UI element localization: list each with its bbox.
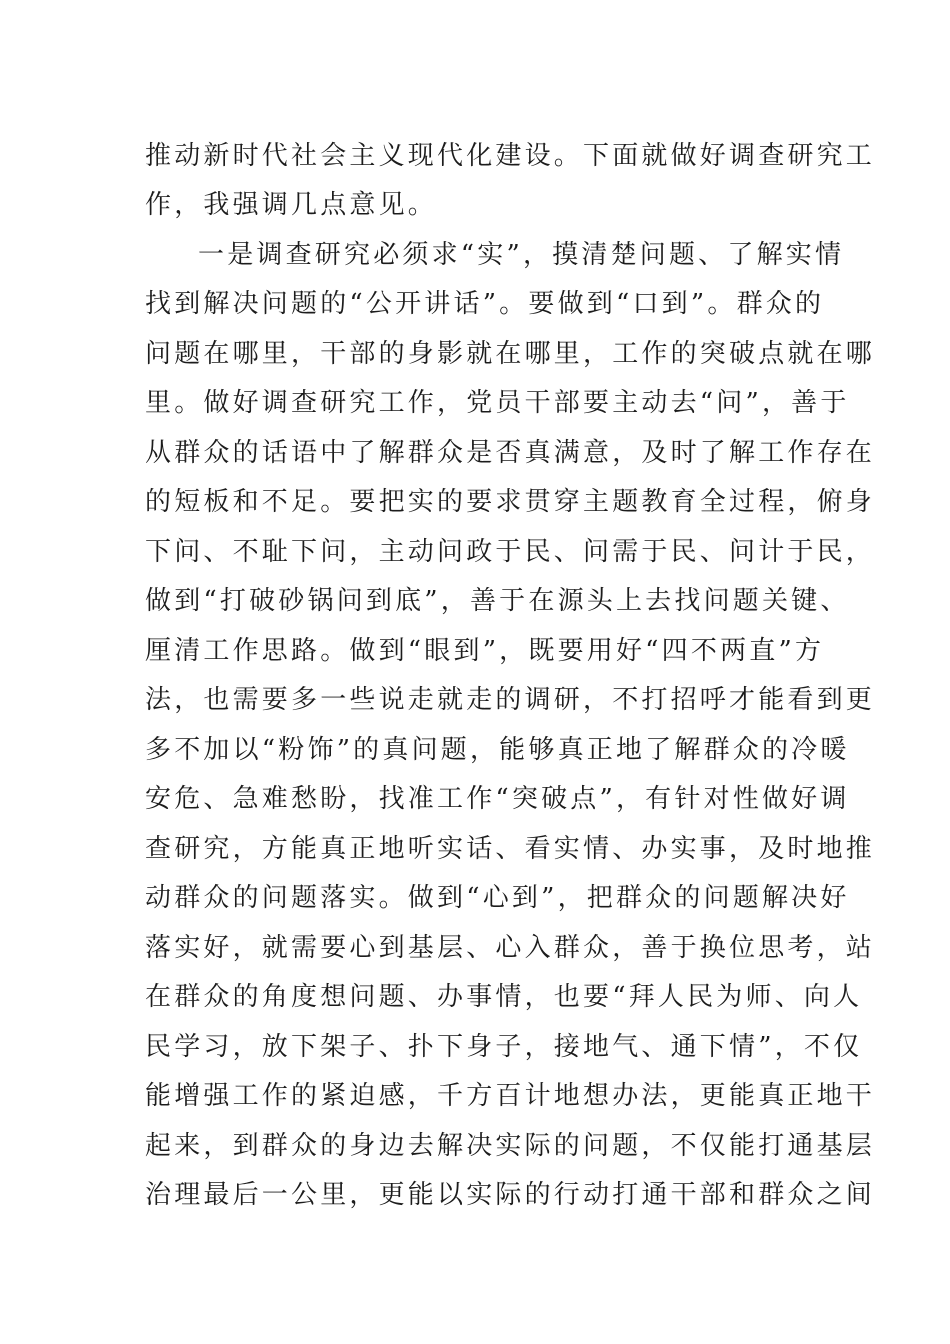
text-line: 民学习，放下架子、扑下身子，接地气、通下情”，不仅 (145, 1032, 863, 1062)
text-line: 治理最后一公里，更能以实际的行动打通干部和群众之间 (145, 1180, 876, 1210)
text-line: 从群众的话语中了解群众是否真满意，及时了解工作存在 (145, 438, 876, 468)
text-line: 推动新时代社会主义现代化建设。下面就做好调查研究工 (145, 141, 876, 171)
text-line: 查研究，方能真正地听实话、看实情、办实事，及时地推 (145, 834, 876, 864)
text-line: 找到解决问题的“公开讲话”。要做到“口到”。群众的 (145, 289, 825, 319)
text-line: 在群众的角度想问题、办事情，也要“拜人民为师、向人 (145, 982, 863, 1012)
text-line: 能增强工作的紧迫感，千方百计地想办法，更能真正地干 (145, 1081, 876, 1111)
text-line: 动群众的问题落实。做到“心到”，把群众的问题解决好 (145, 883, 850, 913)
text-line: 作，我强调几点意见。 (145, 190, 438, 220)
text-line: 安危、急难愁盼，找准工作“突破点”，有针对性做好调 (145, 784, 850, 814)
text-line: 落实好，就需要心到基层、心入群众，善于换位思考，站 (145, 933, 876, 963)
text-line: 的短板和不足。要把实的要求贯穿主题教育全过程，俯身 (145, 487, 876, 517)
text-line: 下问、不耻下问，主动问政于民、问需于民、问计于民， (145, 537, 876, 567)
text-line: 起来，到群众的身边去解决实际的问题，不仅能打通基层 (145, 1131, 876, 1161)
text-line: 厘清工作思路。做到“眼到”，既要用好“四不两直”方 (145, 636, 825, 666)
text-line: 法，也需要多一些说走就走的调研，不打招呼才能看到更 (145, 685, 876, 715)
text-line: 做到“打破砂锅问到底”，善于在源头上去找问题关键、 (145, 586, 850, 616)
text-line: 里。做好调查研究工作，党员干部要主动去“问”，善于 (145, 388, 850, 418)
text-line: 问题在哪里，干部的身影就在哪里，工作的突破点就在哪 (145, 339, 876, 369)
text-line: 一是调查研究必须求“实”，摸清楚问题、了解实情 (198, 240, 845, 270)
text-line: 多不加以“粉饰”的真问题，能够真正地了解群众的冷暖 (145, 735, 850, 765)
